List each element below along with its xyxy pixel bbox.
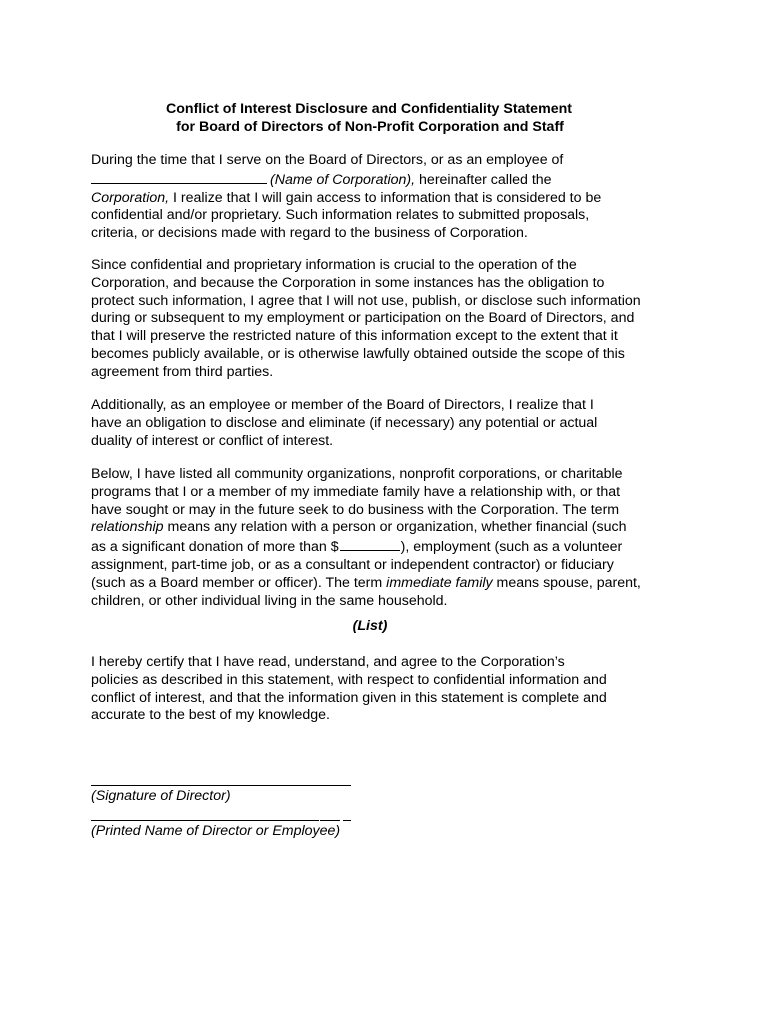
printed-name-label: (Printed Name of Director or Employee) — [91, 823, 341, 839]
paragraph-relationships — [91, 466, 691, 610]
paragraph-line: have sought or may in the future seek to do business with the Corporation. The term — [91, 501, 620, 518]
paragraph-line: have an obligation to disclose and eliminate (if necessary) any potential or actual — [91, 414, 598, 431]
paragraph-line: Below, I have listed all community organizations, nonprofit corporations, or charitable — [91, 466, 623, 482]
list-heading: (List) — [352, 618, 388, 634]
paragraph-line: assignment, part-time job, or as a consultant or independent contractor) or fiduciary — [91, 556, 614, 573]
paragraph-line: policies as described in this statement, with respect to confidential information and — [91, 671, 607, 688]
printed-name-line[interactable] — [91, 820, 319, 821]
paragraph-line: agreement from third parties. — [91, 363, 274, 380]
donation-amount-blank[interactable] — [340, 537, 400, 551]
paragraph-line: I hereby certify that I have read, understand, and agree to the Corporation’s — [91, 654, 565, 670]
signature-label: (Signature of Director) — [91, 788, 231, 804]
paragraph-line: confidential and/or proprietary. Such information relates to submitted proposals, — [91, 207, 590, 224]
paragraph-line: as a significant donation of more than $ ), employment (such as a volunteer — [91, 539, 623, 556]
printed-name-line-segment — [343, 820, 351, 821]
paragraph-line: during or subsequent to my employment or participation on the Board of Directors, and — [91, 310, 635, 327]
paragraph-line: that I will preserve the restricted nature of this information except to the extent that it — [91, 328, 618, 345]
paragraph-line: Corporation, and because the Corporation in some instances has the obligation to — [91, 274, 605, 291]
document-title-line-2: for Board of Directors of Non-Profit Corporation and Staff — [176, 119, 564, 135]
corporation-name-blank[interactable] — [91, 170, 267, 184]
paragraph-line: During the time that I serve on the Board of Directors, or as an employee of — [91, 152, 564, 168]
corporation-name-label: (Name of Corporation), — [270, 171, 416, 188]
paragraph-line: (Name of Corporation), hereinafter called the — [91, 170, 691, 190]
paragraph-line: children, or other individual living in the same household. — [91, 592, 448, 609]
paragraph-line: accurate to the best of my knowledge. — [91, 707, 330, 724]
paragraph-service-period — [91, 152, 691, 243]
paragraph-line: becomes publicly available, or is otherwise lawfully obtained outside the scope of this — [91, 345, 625, 362]
paragraph-confidentiality — [91, 257, 691, 382]
paragraph-line: duality of interest or conflict of interest. — [91, 432, 334, 449]
paragraph-line: protect such information, I agree that I will not use, publish, or disclose such information — [91, 292, 641, 309]
paragraph-line: Corporation, I realize that I will gain access to information that is considered to be — [91, 189, 602, 206]
paragraph-line: criteria, or decisions made with regard to the business of Corporation. — [91, 225, 528, 242]
paragraph-line: conflict of interest, and that the information given in this statement is complete and — [91, 689, 607, 706]
paragraph-certification — [91, 654, 691, 725]
printed-name-line-segment — [320, 820, 340, 821]
paragraph-line: relationship means any relation with a person or organization, whether financial (such — [91, 519, 627, 536]
paragraph-line: Since confidential and proprietary information is crucial to the operation of the — [91, 257, 577, 273]
signature-line[interactable] — [91, 785, 351, 786]
paragraph-line: Additionally, as an employee or member of the Board of Directors, I realize that I — [91, 397, 594, 413]
document-title-line-1: Conflict of Interest Disclosure and Confidentiality Statement — [166, 101, 572, 117]
paragraph-line: (such as a Board member or officer). The term immediate family means spouse, parent, — [91, 574, 641, 591]
paragraph-disclosure-obligation — [91, 397, 691, 450]
paragraph-line: programs that I or a member of my immediate family have a relationship with, or that — [91, 483, 621, 500]
